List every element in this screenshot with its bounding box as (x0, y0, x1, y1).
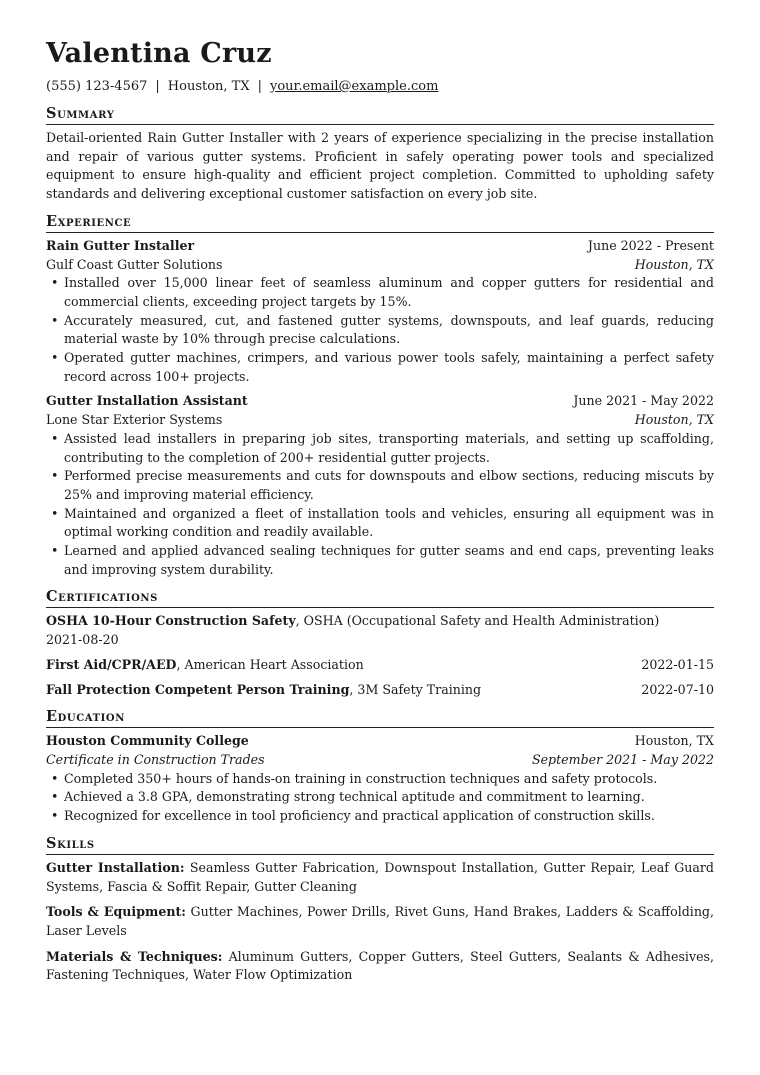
summary-text: Detail-oriented Rain Gutter Installer with 2 years of experience specializing in the precise installation and repair of various gutter systems. Proficient in safely operating power tools and specialized equipment to ensure high-quality and efficient project completion. Committed to upholding safety standards and delivering exceptional customer satisfaction on every job site. (46, 130, 714, 202)
bullet-item: • Accurately measured, cut, and fastened gutter systems, downspouts, and leaf guards, reducing material waste by 10% through precise calculations. (64, 312, 714, 349)
certification-name: First Aid/CPR/AED (46, 656, 177, 672)
section-title-summary: Summary (46, 105, 714, 125)
skill-group (46, 948, 714, 985)
job-dates: June 2022 - Present (587, 237, 714, 253)
job-title: Gutter Installation Assistant (46, 393, 248, 409)
certification-date: 2021-08-20 (46, 632, 119, 648)
skill-group (46, 859, 714, 896)
skill-group-label: Materials & Techniques: (46, 948, 223, 964)
certification-issuer: , American Heart Association (176, 656, 364, 672)
bullet-item: • Installed over 15,000 linear feet of seamless aluminum and copper gutters for residential and commercial clients, exceeding project targets by 15%. (64, 274, 714, 311)
email-link[interactable]: your.email@example.com (270, 79, 439, 94)
job-entry (46, 392, 714, 579)
company-name: Gulf Coast Gutter Solutions (46, 256, 223, 272)
job-entry (46, 237, 714, 387)
candidate-name: Valentina Cruz (46, 38, 272, 69)
skill-group-label: Tools & Equipment: (46, 904, 186, 920)
certification-entry (46, 612, 714, 649)
certification-entry (46, 681, 714, 700)
contact-line (46, 78, 714, 96)
certification-issuer: , OSHA (Occupational Safety and Health Administration) (295, 613, 660, 629)
job-bullets (46, 430, 714, 580)
job-location: Houston, TX (634, 412, 714, 428)
bullet-item: • Maintained and organized a fleet of installation tools and vehicles, ensuring all equipment was in optimal working condition and readily available. (64, 505, 714, 542)
program-name: Certificate in Construction Trades (46, 751, 265, 767)
section-title-skills: Skills (46, 835, 714, 855)
section-title-experience: Experience (46, 213, 714, 233)
job-location: Houston, TX (634, 256, 714, 272)
company-name: Lone Star Exterior Systems (46, 412, 223, 428)
school-name: Houston Community College (46, 733, 249, 749)
section-title-certifications: Certifications (46, 588, 714, 608)
contact-separator: | (257, 79, 262, 94)
certification-date: 2022-07-10 (641, 681, 714, 697)
job-title: Rain Gutter Installer (46, 237, 195, 253)
education-entry (46, 732, 714, 826)
contact-separator: | (155, 79, 160, 94)
job-bullets (46, 274, 714, 386)
bullet-item: • Achieved a 3.8 GPA, demonstrating strong technical aptitude and commitment to learning. (64, 788, 714, 807)
skill-group (46, 903, 714, 940)
location: Houston, TX (167, 79, 250, 94)
certification-issuer: , 3M Safety Training (349, 681, 482, 697)
bullet-item: • Learned and applied advanced sealing techniques for gutter seams and end caps, preventing leaks and improving system durability. (64, 542, 714, 579)
certification-name: OSHA 10-Hour Construction Safety (46, 613, 296, 629)
school-location: Houston, TX (634, 733, 714, 749)
job-dates: June 2021 - May 2022 (573, 393, 714, 409)
skill-group-text: Aluminum Gutters, Copper Gutters, Steel Gutters, Sealants & Adhesives, Fastening Techniques, Water Flow Optimization (46, 948, 714, 983)
phone-number: (555) 123-4567 (46, 79, 148, 94)
education-dates: September 2021 - May 2022 (531, 751, 714, 767)
skill-group-text: Gutter Machines, Power Drills, Rivet Guns, Hand Brakes, Ladders & Scaffolding, Laser Levels (46, 904, 714, 938)
certification-entry (46, 656, 714, 675)
bullet-item: • Recognized for excellence in tool proficiency and practical application of construction skills. (64, 807, 714, 826)
skill-group-text: Seamless Gutter Fabrication, Downspout Installation, Gutter Repair, Leaf Guard Systems, Fascia & Soffit Repair, Gutter Cleaning (46, 859, 714, 894)
education-bullets (46, 770, 714, 826)
bullet-item: • Completed 350+ hours of hands-on training in construction techniques and safety protocols. (64, 770, 714, 789)
bullet-item: • Assisted lead installers in preparing job sites, transporting materials, and setting up scaffolding, contributing to the completion of 200+ residential gutter projects. (64, 430, 714, 467)
certification-date: 2022-01-15 (641, 656, 714, 672)
certification-name: Fall Protection Competent Person Training (46, 681, 350, 697)
bullet-item: • Operated gutter machines, crimpers, and various power tools safely, maintaining a perfect safety record across 100+ projects. (64, 349, 714, 386)
resume-header (46, 38, 714, 96)
bullet-item: • Performed precise measurements and cuts for downspouts and elbow sections, reducing miscuts by 25% and improving material efficiency. (64, 467, 714, 504)
section-title-education: Education (46, 708, 714, 728)
skill-group-label: Gutter Installation: (46, 859, 185, 875)
